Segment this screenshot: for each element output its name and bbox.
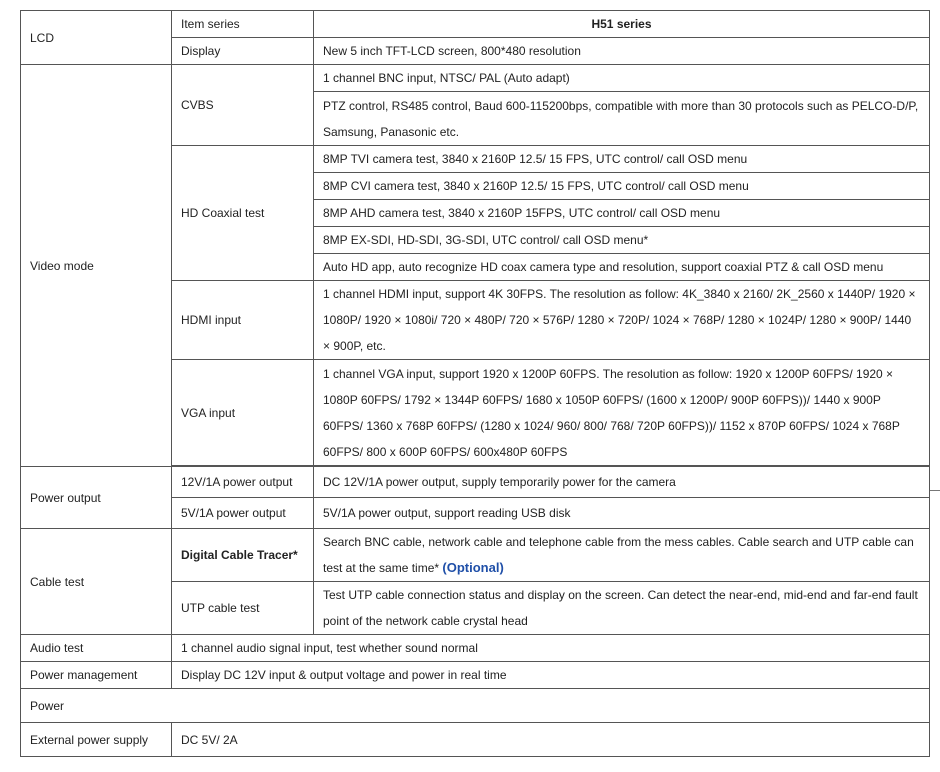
value-hd-2: 8MP CVI camera test, 3840 x 2160P 12.5/ 15 FPS, UTC control/ call OSD menu	[314, 173, 930, 200]
value-utp-test: Test UTP cable connection status and display on the screen. Can detect the near-end, mid-end and far-end fault point of the network cable crystal head	[314, 582, 930, 635]
value-power-management: Display DC 12V input & output voltage and power in real time	[172, 662, 930, 689]
value-5v-output: 5V/1A power output, support reading USB disk	[314, 498, 930, 529]
label-5v-output: 5V/1A power output	[172, 498, 314, 529]
value-display: New 5 inch TFT-LCD screen, 800*480 resolution	[314, 38, 930, 65]
value-cable-tracer	[314, 529, 930, 582]
header-series-name: H51 series	[314, 11, 930, 38]
group-video-mode: Video mode	[21, 65, 172, 467]
cable-tracer-text: Search BNC cable, network cable and telephone cable from the mess cables. Cable search and UTP cable can test at the same time*	[323, 535, 914, 575]
value-hd-3: 8MP AHD camera test, 3840 x 2160P 15FPS, UTC control/ call OSD menu	[314, 200, 930, 227]
group-power-output: Power output	[21, 467, 172, 529]
value-12v-output: DC 12V/1A power output, supply temporarily power for the camera	[314, 467, 930, 498]
label-display: Display	[172, 38, 314, 65]
label-audio-test: Audio test	[21, 635, 172, 662]
label-cvbs: CVBS	[172, 65, 314, 146]
group-lcd: LCD	[21, 11, 172, 65]
section-power: Power	[21, 689, 930, 723]
value-hdmi: 1 channel HDMI input, support 4K 30FPS. The resolution as follow: 4K_3840 x 2160/ 2K_2560 x 1440P/ 1920 × 1080P/ 1920 × 1080i/ 720 × 480P/ 720 × 576P/ 1280 × 720P/ 1024 × 768P/ 1280 × 1024P/ 1280 × 900P/ 1440 × 900P, etc.	[314, 281, 930, 360]
label-vga: VGA input	[172, 360, 314, 466]
value-audio-test: 1 channel audio signal input, test whether sound normal	[172, 635, 930, 662]
value-external-power: DC 5V/ 2A	[172, 723, 930, 757]
header-item-series: Item series	[172, 11, 314, 38]
value-hd-4: 8MP EX-SDI, HD-SDI, 3G-SDI, UTC control/ call OSD menu*	[314, 227, 930, 254]
label-utp-test: UTP cable test	[172, 582, 314, 635]
label-12v-output: 12V/1A power output	[172, 467, 314, 498]
group-cable-test: Cable test	[21, 529, 172, 635]
value-cvbs-2: PTZ control, RS485 control, Baud 600-115200bps, compatible with more than 30 protocols such as PELCO-D/P, Samsung, Panasonic etc.	[314, 92, 930, 146]
label-hd-coaxial: HD Coaxial test	[172, 146, 314, 281]
optional-tag: (Optional)	[442, 560, 504, 575]
label-cable-tracer: Digital Cable Tracer*	[172, 529, 314, 582]
label-power-management: Power management	[21, 662, 172, 689]
value-hd-5: Auto HD app, auto recognize HD coax camera type and resolution, support coaxial PTZ & call OSD menu	[314, 254, 930, 281]
label-hdmi: HDMI input	[172, 281, 314, 360]
value-vga: 1 channel VGA input, support 1920 x 1200P 60FPS. The resolution as follow: 1920 x 1200P 60FPS/ 1920 × 1080P 60FPS/ 1792 × 1344P 60FPS/ 1680 x 1050P 60FPS/ (1600 x 1200P/ 900P 60FPS))/ 1440 x 900P 60FPS/ 1360 x 768P 60FPS/ (1280 x 1024/ 960/ 800/ 768/ 720P 60FPS))/ 1152 x 870P 60FPS/ 1024 x 768P 60FPS/ 800 x 600P 60FPS/ 600x480P 60FPS	[314, 360, 930, 466]
value-hd-1: 8MP TVI camera test, 3840 x 2160P 12.5/ 15 FPS, UTC control/ call OSD menu	[314, 146, 930, 173]
label-external-power: External power supply	[21, 723, 172, 757]
stray-line	[930, 490, 940, 491]
spec-table	[20, 10, 930, 757]
value-cvbs-1: 1 channel BNC input, NTSC/ PAL (Auto adapt)	[314, 65, 930, 92]
